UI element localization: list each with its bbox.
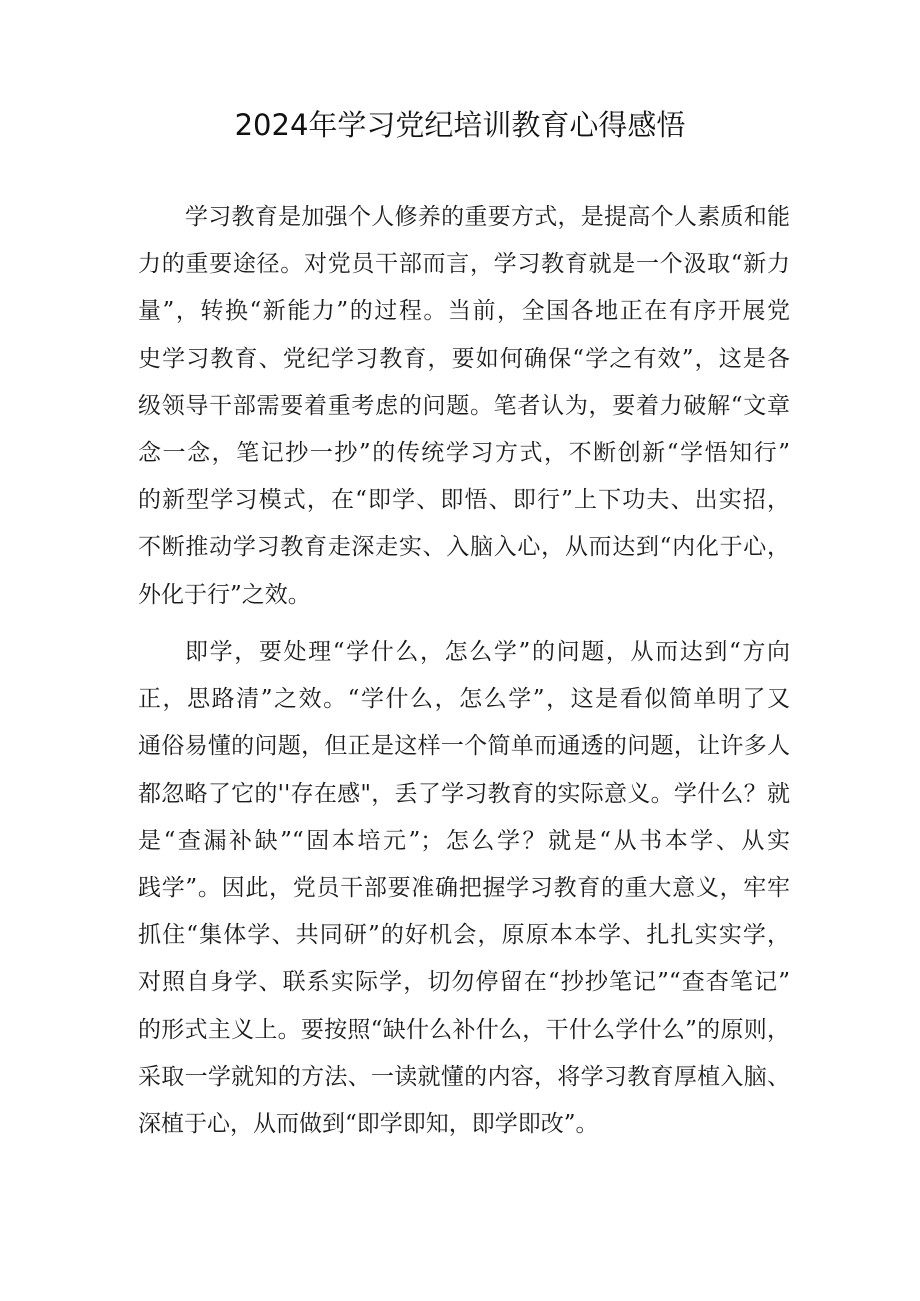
paragraph-line: 对照自身学、联系实际学，切勿停留在“抄抄笔记”“查杳笔记”: [138, 969, 790, 996]
paragraph-1: [138, 194, 790, 619]
paragraph-line: 不断推动学习教育走深走实、入脑入心，从而达到“内化于心，: [138, 534, 790, 561]
paragraph-line: 的新型学习模式，在“即学、即悟、即行”上下功夫、出实招，: [138, 487, 790, 514]
paragraph-line: 级领导干部需要着重考虑的问题。笔者认为，要着力破解“文章: [138, 392, 790, 419]
paragraph-line: 量”，转换“新能力”的过程。当前，全国各地正在有序开展党: [138, 298, 790, 325]
paragraph-line: 念一念，笔记抄一抄”的传统学习方式，不断创新“学悟知行”: [138, 439, 790, 466]
paragraph-2: [138, 629, 790, 1148]
paragraph-line: 深植于心，从而做到“即学即知，即学即改”。: [138, 1110, 599, 1137]
paragraph-line: 践学”。因此，党员干部要准确把握学习教育的重大意义，牢牢: [138, 874, 790, 901]
paragraph-line: 力的重要途径。对党员干部而言，学习教育就是一个汲取“新力: [138, 251, 790, 278]
paragraph-line: 外化于行”之效。: [138, 581, 311, 608]
paragraph-line: 抓住“集体学、共同研”的好机会，原原本本学、扎扎实实学，: [138, 922, 790, 949]
paragraph-line: 通俗易懂的问题，但正是这样一个简单而通透的问题，让许多人: [138, 733, 790, 760]
paragraph-line: 采取一学就知的方法、一读就懂的内容，将学习教育厚植入脑、: [138, 1063, 790, 1090]
paragraph-line: 的形式主义上。要按照“缺什么补什么，干什么学什么”的原则，: [138, 1016, 790, 1043]
paragraph-line: 学习教育是加强个人修养的重要方式，是提高个人素质和能: [185, 204, 790, 230]
paragraph-line: 史学习教育、党纪学习教育，要如何确保“学之有效”，这是各: [138, 345, 790, 372]
paragraph-line: 即学，要处理“学什么，怎么学”的问题，从而达到“方向: [185, 639, 790, 665]
document-title: 2024年学习党纪培训教育心得感悟: [234, 108, 686, 142]
paragraph-line: 正，思路清”之效。“学什么，怎么学”，这是看似简单明了又: [138, 686, 790, 713]
paragraph-line: 是“查漏补缺”“固本培元”；怎么学？就是“从书本学、从实: [138, 827, 790, 854]
paragraph-line: 都忽略了它的''存在感"，丢了学习教育的实际意义。学什么？就: [138, 780, 790, 807]
